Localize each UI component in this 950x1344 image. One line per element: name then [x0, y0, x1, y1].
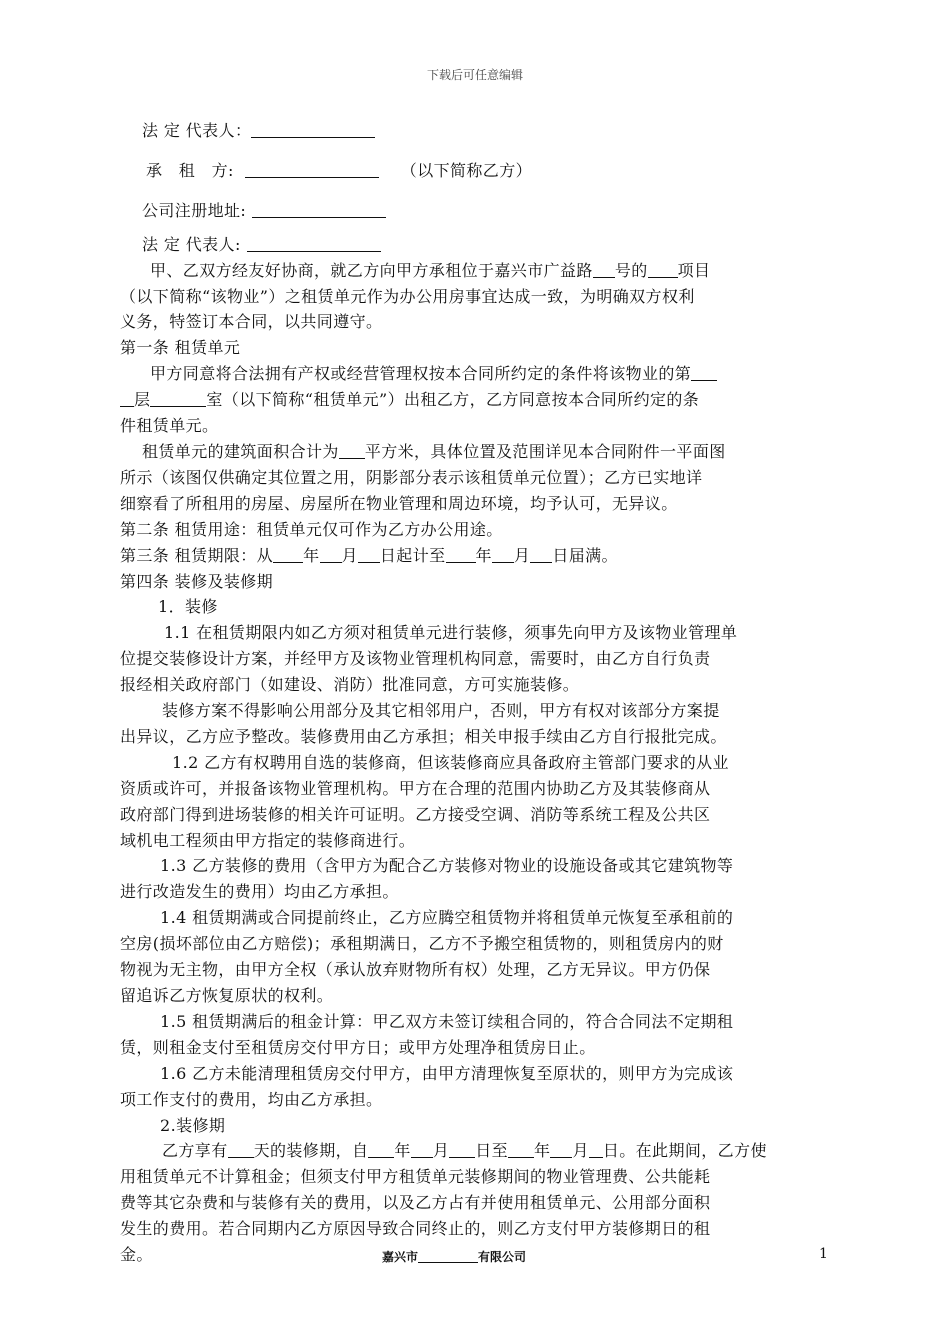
article-1-line: 甲方同意将合法拥有产权或经营管理权按本合同所约定的条件将该物业的第: [120, 361, 832, 387]
clause-1-1b: 装修方案不得影响公用部分及其它相邻用户，否则，甲方有权对该部分方案提: [162, 701, 720, 721]
lessee-suffix: （以下简称乙方）: [400, 160, 532, 180]
clause-1-1: 1.1 在租赁期限内如乙方须对租赁单元进行装修，须事先向甲方及该物业管理单: [164, 623, 738, 643]
section-2-line: 乙方享有 天的装修期，自 年 月 日至 年 月 日。在此期间，乙方使: [162, 1141, 767, 1161]
legal-rep-line-1: [120, 118, 832, 144]
section-2-title: 2.装修期: [160, 1115, 226, 1135]
clause-1-2: 1.2 乙方有权聘用自选的装修商，但该装修商应具备政府主管部门要求的从业: [172, 752, 729, 772]
article-1-title: 第一条 租赁单元: [120, 338, 241, 358]
article-1-line: 租赁单元的建筑面积合计为 平方米，具体位置及范围详见本合同附件一平面图: [142, 441, 726, 461]
contract-body: [120, 118, 832, 1268]
preamble-line: （以下简称“该物业”）之租赁单元作为办公用房事宜达成一致，为明确双方权利: [120, 286, 695, 306]
clause-1-6: 项工作支付的费用，均由乙方承担。: [120, 1089, 383, 1109]
footer-company: 嘉兴市 有限公司: [382, 1250, 527, 1264]
section-2-line: 用租赁单元不计算租金；但须支付甲方租赁单元装修期间的物业管理费、公共能耗: [120, 1167, 711, 1187]
article-4-title: 第四条 装修及装修期: [120, 571, 274, 591]
clause-1-3: 1.3 乙方装修的费用（含甲方为配合乙方装修对物业的设施设备或其它建筑物等: [160, 856, 734, 876]
clause-1-2: 政府部门得到进场装修的相关许可证明。乙方接受空调、消防等系统工程及公共区: [120, 804, 711, 824]
blank-field: [251, 122, 375, 138]
article-1-line: 所示（该图仅供确定其位置之用，阴影部分表示该租赁单元位置）；乙方已实地详: [120, 467, 703, 487]
clause-1-4: 物视为无主物，由甲方全权（承认放弃财物所有权）处理，乙方无异议。甲方仍保: [120, 960, 711, 980]
clause-1-5: 赁，则租金支付至租赁房交付甲方日；或甲方处理净租赁房日止。: [120, 1037, 596, 1057]
clause-1-4: 1.4 租赁期满或合同提前终止，乙方应腾空租赁物并将租赁单元恢复至承租前的: [160, 908, 734, 928]
lessee-line: [120, 158, 832, 184]
clause-1-3: 进行改造发生的费用）均由乙方承担。: [120, 882, 399, 902]
legal-rep-line-2: [120, 232, 832, 258]
blank-field: [252, 202, 386, 218]
article-2: 第二条 租赁用途：租赁单元仅可作为乙方办公用途。: [120, 519, 503, 539]
section-2-line: 金。: [120, 1245, 153, 1265]
page-number: 1: [819, 1246, 828, 1262]
blank-field: [245, 162, 379, 178]
reg-address-line: [120, 198, 832, 224]
clause-1-1b: 出异议，乙方应予整改。装修费用由乙方承担；相关申报手续由乙方自行报批完成。: [120, 726, 727, 746]
section-2-line: 费等其它杂费和与装修有关的费用，以及乙方占有并使用租赁单元、公用部分面积: [120, 1193, 711, 1213]
legal-rep-label: 法 定 代表人：: [142, 121, 252, 140]
clause-1-4: 空房(损坏部位由乙方赔偿)；承租期满日，乙方不予搬空租赁物的，则租赁房内的财: [120, 934, 724, 954]
preamble-line: 甲、乙双方经友好协商，就乙方向甲方承租位于嘉兴市广益路 号的 项目: [150, 260, 711, 280]
reg-address-label: 公司注册地址:: [142, 200, 247, 220]
clause-1-6: 1.6 乙方未能清理租赁房交付甲方，由甲方清理恢复至原状的，则甲方为完成该: [160, 1063, 734, 1083]
clause-1-1: 报经相关政府部门（如建设、消防）批准同意，方可实施装修。: [120, 675, 580, 695]
clause-1-1: 位提交装修设计方案，并经甲方及该物业管理机构同意，需要时，由乙方自行负责: [120, 649, 711, 669]
section-2-line: 发生的费用。若合同期内乙方原因导致合同终止的，则乙方支付甲方装修期日的租: [120, 1219, 711, 1239]
article-3: 第三条 租赁期限：从 年 月 日起计至 年 月 日届满。: [120, 545, 618, 565]
section-1-title: 1．装修: [158, 597, 218, 617]
clause-1-2: 资质或许可，并报备该物业管理机构。甲方在合理的范围内协助乙方及其装修商从: [120, 778, 711, 798]
preamble-line: 义务，特签订本合同，以共同遵守。: [120, 312, 383, 332]
article-1-line: 件租赁单元。: [120, 416, 219, 436]
clause-1-5: 1.5 租赁期满后的租金计算：甲乙双方未签订续租合同的，符合合同法不定期租: [160, 1011, 734, 1031]
article-1-line: 层 室（以下简称“租赁单元”）出租乙方，乙方同意按本合同所约定的条: [120, 387, 832, 413]
article-1-line: 细察看了所租用的房屋、房屋所在物业管理和周边环境，均予认可，无异议。: [120, 493, 678, 513]
clause-1-2: 域机电工程须由甲方指定的装修商进行。: [120, 830, 416, 850]
lessee-label: 承 租 方:: [146, 160, 234, 180]
blank-field: [247, 236, 381, 252]
clause-1-4: 留追诉乙方恢复原状的权利。: [120, 986, 334, 1005]
legal-rep-label: 法 定 代表人:: [142, 234, 241, 254]
header-note: 下载后可任意编辑: [426, 68, 523, 82]
